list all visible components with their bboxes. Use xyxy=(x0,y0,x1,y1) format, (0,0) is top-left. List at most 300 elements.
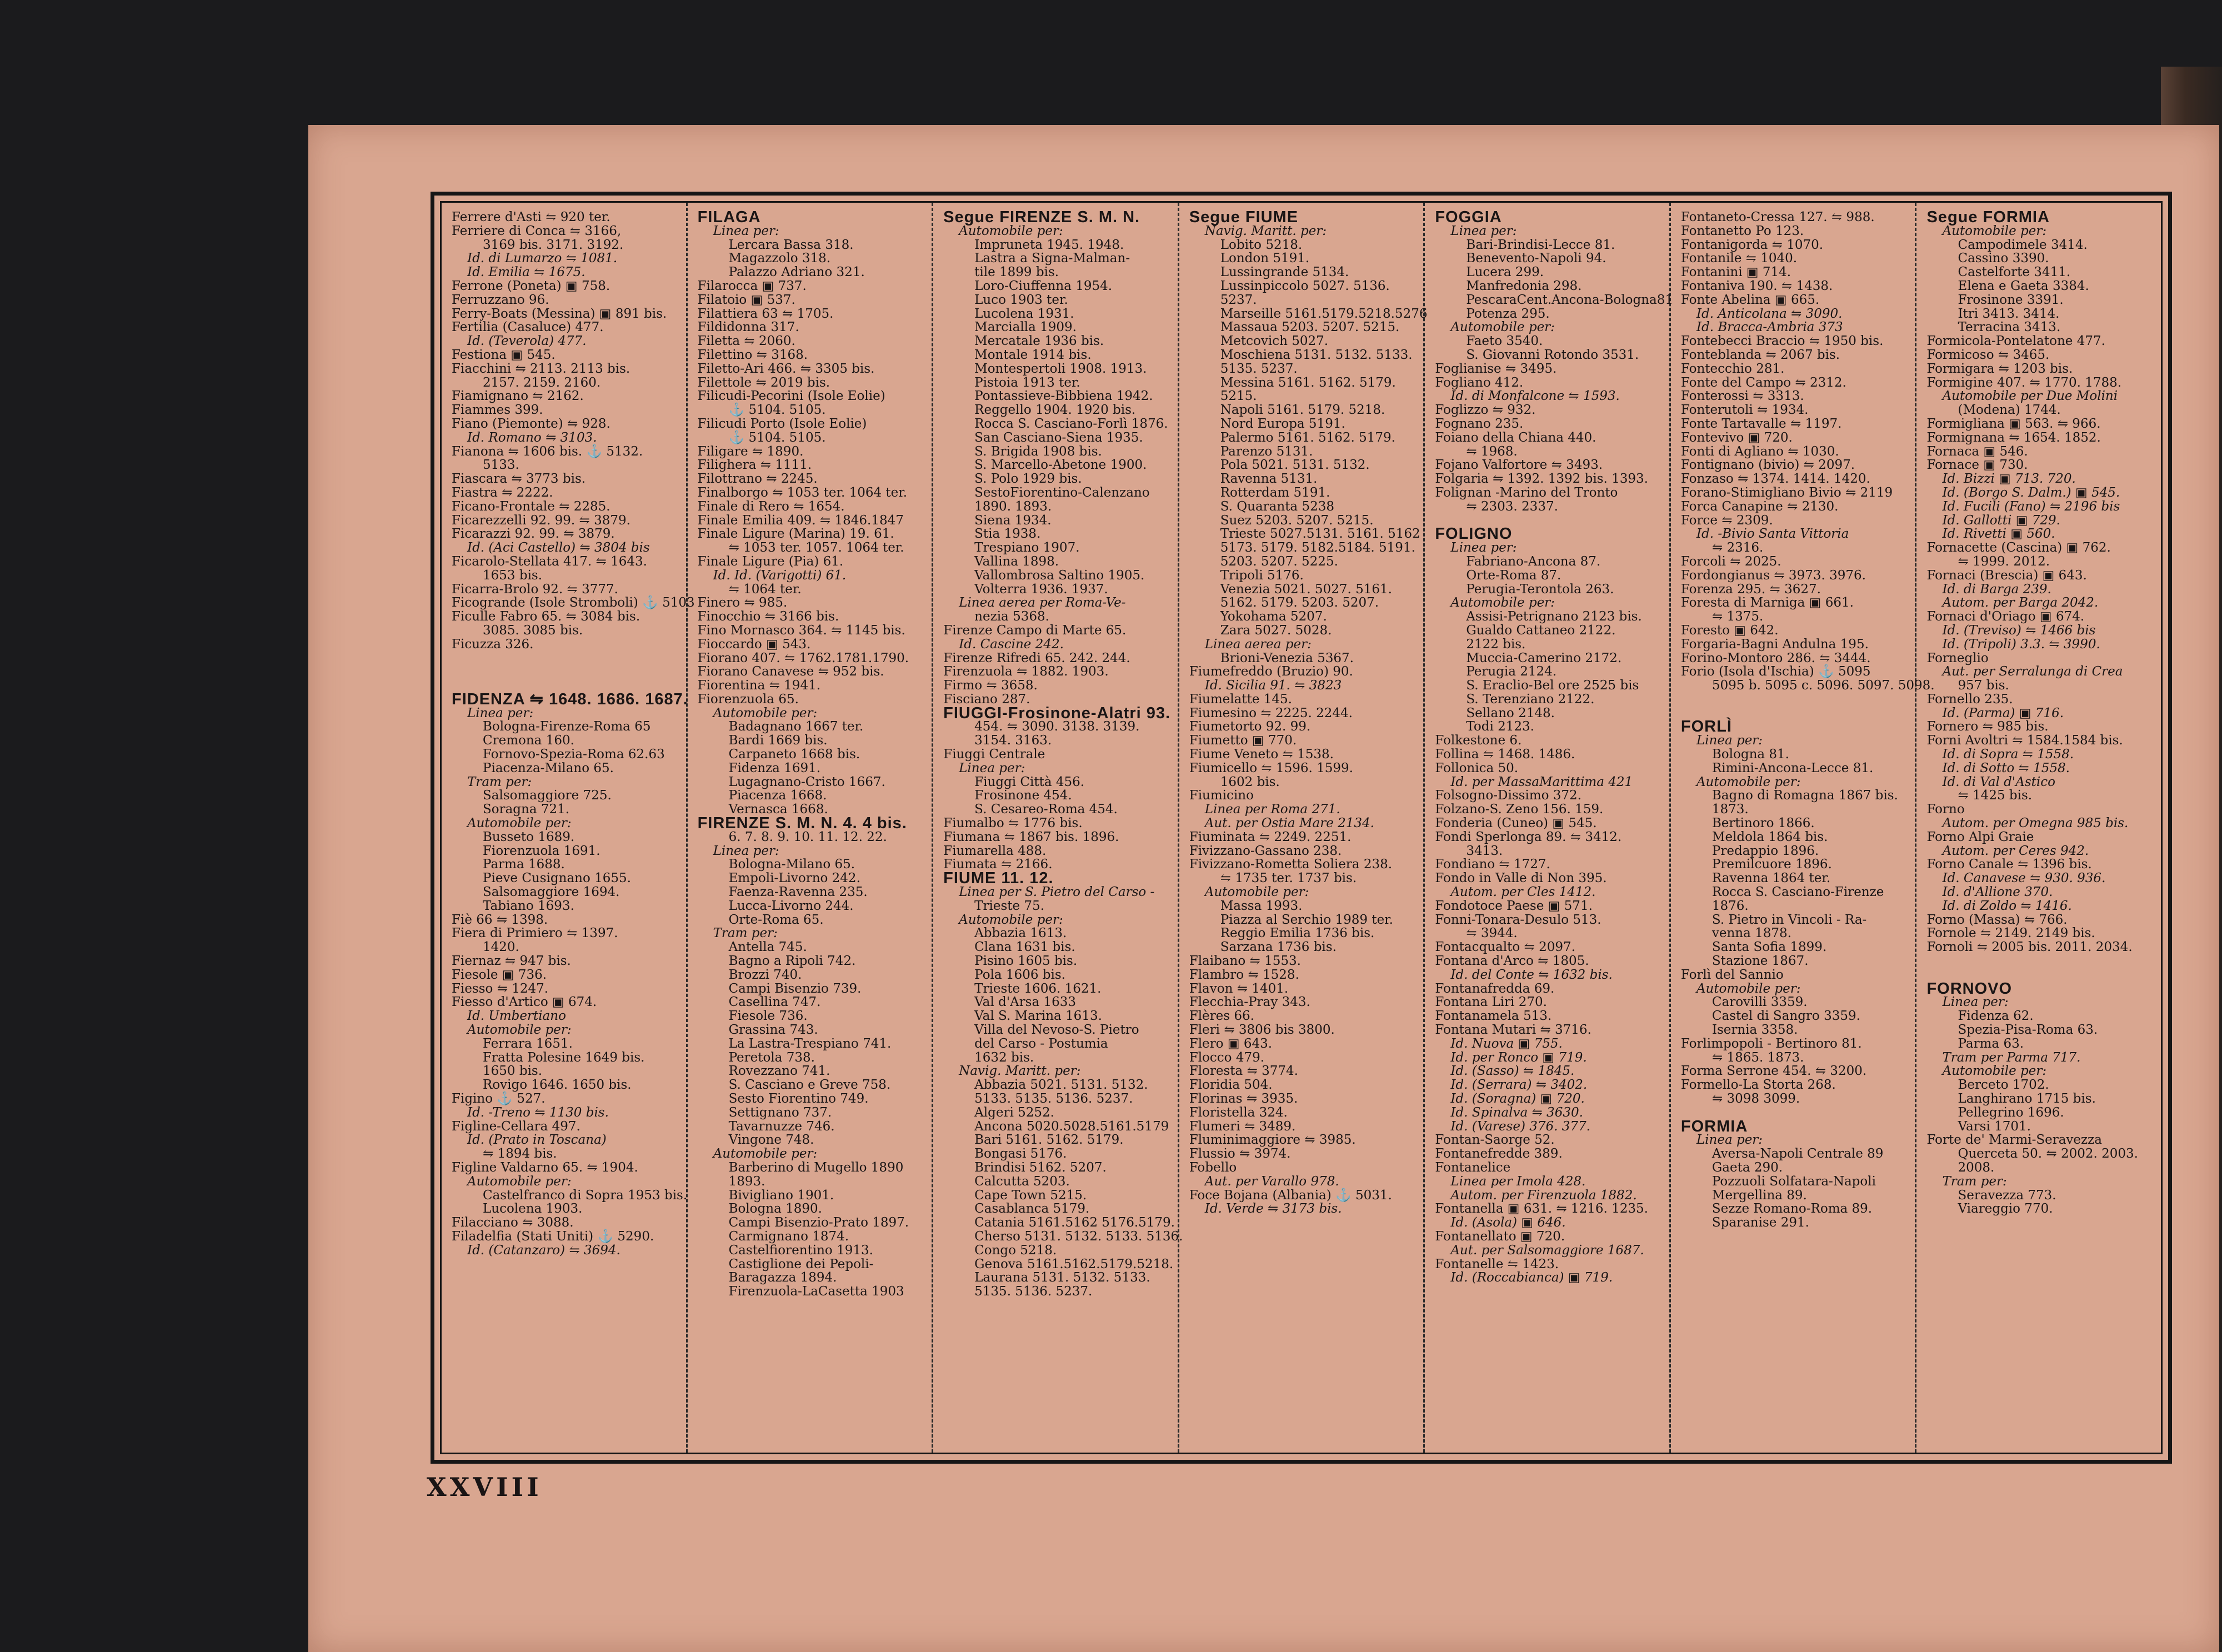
index-entry: Fonteblanda ⇋ 2067 bis. xyxy=(1680,347,1840,362)
index-entry: Suez 5203. 5207. 5215. xyxy=(1220,513,1374,528)
index-entry: Ferry-Boats (Messina) ▣ 891 bis. xyxy=(452,306,667,321)
index-entry: Fontevivo ▣ 720. xyxy=(1680,430,1793,445)
index-entry: Parma 1688. xyxy=(483,857,565,872)
index-entry: Querceta 50. ⇋ 2002. 2003. xyxy=(1958,1147,2138,1162)
index-entry: Aut. per Ostia Mare 2134. xyxy=(1204,816,1374,831)
index-entry: Berceto 1702. xyxy=(1958,1078,2049,1093)
index-entry: Fonte del Campo ⇋ 2312. xyxy=(1680,375,1846,390)
index-entry: Gaeta 290. xyxy=(1711,1160,1783,1175)
index-entry: 5095 b. 5095 c. 5096. 5097. 5098. xyxy=(1711,678,1935,693)
index-entry: Fildidonna 317. xyxy=(697,320,799,335)
index-entry: Isernia 3358. xyxy=(1711,1023,1798,1038)
index-entry: Yokohama 5207. xyxy=(1220,609,1327,624)
index-entry: Trieste 1606. 1621. xyxy=(974,981,1102,996)
index-entry: Firmo ⇋ 3658. xyxy=(943,678,1038,693)
spacer xyxy=(1926,954,2155,968)
index-entry: Mergellina 89. xyxy=(1711,1188,1807,1203)
index-entry: Trieste 75. xyxy=(974,898,1045,913)
index-entry: ⇋ 1968. xyxy=(1466,444,1518,459)
index-entry: Forlimpopoli - Bertinoro 81. xyxy=(1680,1036,1862,1051)
index-entry: Congo 5218. xyxy=(974,1243,1057,1258)
index-entry: Predappio 1896. xyxy=(1711,843,1819,858)
index-entry: Fiumarella 488. xyxy=(943,843,1047,858)
index-entry: Id. Rivetti ▣ 560. xyxy=(1942,527,2055,542)
index-entry: Moschiena 5131. 5132. 5133. xyxy=(1220,347,1413,362)
index-entry: Id. Emilia ⇋ 1675. xyxy=(467,265,585,280)
index-entry: Fonni-Tonara-Desulo 513. xyxy=(1435,912,1602,927)
index-entry: Carmignano 1874. xyxy=(728,1229,849,1244)
index-entry: Sparanise 291. xyxy=(1711,1215,1809,1230)
index-entry: Forte de' Marmi-Seravezza xyxy=(1926,1133,2102,1148)
index-entry: Manfredonia 298. xyxy=(1466,278,1582,293)
index-entry: Lobito 5218. xyxy=(1220,237,1303,252)
index-entry: 5173. 5179. 5182.5184. 5191. xyxy=(1220,540,1415,555)
index-entry: Automobile per: xyxy=(1450,595,1555,610)
index-entry: Rovezzano 741. xyxy=(728,1064,830,1079)
index-entry: Id. Anticolana ⇋ 3090. xyxy=(1696,306,1843,321)
index-entry: Fornaci d'Oriago ▣ 674. xyxy=(1926,609,2085,624)
index-entry: Venezia 5021. 5027. 5161. xyxy=(1220,582,1392,597)
index-columns xyxy=(440,201,2163,1454)
index-entry: Laurana 5131. 5132. 5133. xyxy=(974,1270,1150,1285)
index-entry: Bari-Brindisi-Lecce 81. xyxy=(1466,237,1615,252)
index-entry: Id. di Lumarzo ⇋ 1081. xyxy=(467,251,618,266)
index-entry: Massaua 5203. 5207. 5215. xyxy=(1220,320,1400,335)
index-entry: Finero ⇋ 985. xyxy=(697,595,788,610)
index-entry: Brioni-Venezia 5367. xyxy=(1220,650,1354,665)
index-entry: Fiesole 736. xyxy=(728,1009,808,1024)
index-entry: Id. (Catanzaro) ⇋ 3694. xyxy=(467,1243,620,1258)
index-entry: 1890. 1893. xyxy=(974,499,1052,514)
index-entry: ⇋ 1999. 2012. xyxy=(1958,554,2050,569)
index-entry: Finale Emilia 409. ⇋ 1846.1847 xyxy=(697,513,904,528)
index-entry: Fino Mornasco 364. ⇋ 1145 bis. xyxy=(697,623,905,638)
index-entry: Flecchia-Pray 343. xyxy=(1189,995,1310,1010)
index-entry: Fornovo-Spezia-Roma 62.63 xyxy=(483,747,665,762)
index-entry: Automobile per: xyxy=(1942,1064,2047,1079)
index-entry: Fontanelice xyxy=(1435,1160,1511,1175)
index-entry: Baragazza 1894. xyxy=(728,1270,837,1285)
index-entry: Fivizzano-Gassano 238. xyxy=(1189,843,1342,858)
index-entry: Parma 63. xyxy=(1958,1036,2024,1051)
index-entry: Santa Sofia 1899. xyxy=(1711,940,1827,955)
index-entry: 5135. 5136. 5237. xyxy=(974,1284,1093,1299)
index-entry: Filicudi Porto (Isole Eolie) xyxy=(697,416,867,431)
index-entry: ⚓ 5104. 5105. xyxy=(728,430,826,445)
index-entry: Finocchio ⇋ 3166 bis. xyxy=(697,609,839,624)
index-entry: Id. di Val d'Astico xyxy=(1942,774,2055,789)
spacer xyxy=(1681,693,1910,707)
index-entry: Metcovich 5027. xyxy=(1220,334,1329,349)
index-entry: Formigara ⇋ 1203 bis. xyxy=(1926,361,2073,376)
index-entry: Fonderia (Cuneo) ▣ 545. xyxy=(1435,816,1597,831)
index-entry: Fiorenzuola 65. xyxy=(697,692,799,707)
index-entry: Empoli-Livorno 242. xyxy=(728,871,860,886)
index-entry: Linea per: xyxy=(1696,1133,1763,1148)
index-entry: 3413. xyxy=(1466,843,1503,858)
index-entry: Castelforte 3411. xyxy=(1958,265,2071,280)
index-entry: Autom. per Cles 1412. xyxy=(1450,885,1596,900)
index-entry: Autom. per Omegna 985 bis. xyxy=(1942,816,2129,831)
index-entry: Fontecchio 281. xyxy=(1680,361,1785,376)
index-entry: Fonzaso ⇋ 1374. 1414. 1420. xyxy=(1680,472,1870,487)
index-entry: Forma Serrone 454. ⇋ 3200. xyxy=(1680,1064,1867,1079)
index-entry: Abbazia 1613. xyxy=(974,926,1067,941)
index-entry: Fiumetto ▣ 770. xyxy=(1189,733,1297,748)
index-column-4 xyxy=(1179,203,1428,1453)
index-entry: Id. Bizzi ▣ 713. 720. xyxy=(1942,472,2076,487)
index-entry: Formigliana ▣ 563. ⇋ 966. xyxy=(1926,416,2101,431)
index-entry: Flero ▣ 643. xyxy=(1189,1036,1273,1051)
index-entry: Palazzo Adriano 321. xyxy=(728,265,865,280)
index-entry: 5133. xyxy=(483,458,519,473)
index-entry: Vallina 1898. xyxy=(974,554,1059,569)
index-entry: Fiumelatte 145. xyxy=(1189,692,1292,707)
index-entry: Id. Romano ⇋ 3103. xyxy=(467,430,597,445)
index-entry: Folzano-S. Zeno 156. 159. xyxy=(1435,802,1604,817)
index-entry: Fondi Sperlonga 89. ⇋ 3412. xyxy=(1435,829,1622,844)
index-entry: Flavon ⇋ 1401. xyxy=(1189,981,1289,996)
index-entry: Festiona ▣ 545. xyxy=(452,347,556,362)
index-entry: Figline Valdarno 65. ⇋ 1904. xyxy=(452,1160,638,1175)
index-entry: Rocca S. Casciano-Forlì 1876. xyxy=(974,416,1168,431)
index-entry: Langhirano 1715 bis. xyxy=(1958,1092,2096,1106)
index-entry: PescaraCent.Ancona-Bologna81 xyxy=(1466,292,1673,307)
index-entry: Fonte Tartavalle ⇋ 1197. xyxy=(1680,416,1842,431)
index-entry: Id. (Teverola) 477. xyxy=(467,334,587,349)
index-entry: Fontanelle ⇋ 1423. xyxy=(1435,1256,1559,1271)
index-entry: Fivizzano-Rometta Soliera 238. xyxy=(1189,857,1393,872)
index-entry: 1602 bis. xyxy=(1220,774,1280,789)
index-entry: Val d'Arsa 1633 xyxy=(974,995,1077,1010)
index-entry: Benevento-Napoli 94. xyxy=(1466,251,1607,266)
index-entry: Fontacqualto ⇋ 2097. xyxy=(1435,940,1575,955)
index-entry: Fobello xyxy=(1189,1160,1237,1175)
index-entry: Bologna-Milano 65. xyxy=(728,857,855,872)
index-entry: Forneglio xyxy=(1926,650,1989,665)
index-entry: Fornaci (Brescia) ▣ 643. xyxy=(1926,568,2087,583)
index-entry: Loro-Ciuffenna 1954. xyxy=(974,278,1113,293)
index-entry: Castiglione dei Pepoli- xyxy=(728,1256,874,1271)
index-entry: Id. di Sopra ⇋ 1558. xyxy=(1942,747,2074,762)
index-entry: Id. (Serrara) ⇋ 3402. xyxy=(1450,1078,1588,1093)
section-heading: FOLIGNO xyxy=(1435,525,1513,543)
index-entry: Fiumata ⇋ 2166. xyxy=(943,857,1053,872)
index-entry: Fiorano Canavese ⇋ 952 bis. xyxy=(697,664,884,679)
index-entry: Calcutta 5203. xyxy=(974,1174,1070,1189)
index-entry: Firenzuola ⇋ 1882. 1903. xyxy=(943,664,1109,679)
index-entry: Floridia 504. xyxy=(1189,1078,1273,1093)
index-entry: Fornello 235. xyxy=(1926,692,2013,707)
index-entry: Seravezza 773. xyxy=(1958,1188,2056,1203)
index-entry: Parenzo 5131. xyxy=(1220,444,1313,459)
index-entry: Pisino 1605 bis. xyxy=(974,954,1078,969)
index-entry: Palermo 5161. 5162. 5179. xyxy=(1220,430,1395,445)
index-entry: Cassino 3390. xyxy=(1958,251,2049,266)
index-entry: Fontanigorda ⇋ 1070. xyxy=(1680,237,1824,252)
index-entry: Id. Id. (Varigotti) 61. xyxy=(713,568,847,583)
index-entry: Aut. per Salsomaggiore 1687. xyxy=(1450,1243,1644,1258)
index-entry: Perugia-Terontola 263. xyxy=(1466,582,1614,597)
index-entry: Automobile per: xyxy=(713,705,818,720)
index-entry: Reggio Emilia 1736 bis. xyxy=(1220,926,1375,941)
index-column-1 xyxy=(442,203,695,1453)
index-entry: Elena e Gaeta 3384. xyxy=(1958,278,2089,293)
index-entry: Id. (Treviso) ⇋ 1466 bis xyxy=(1942,623,2096,638)
index-entry: Follonica 50. xyxy=(1435,760,1519,775)
index-entry: Foresto ▣ 642. xyxy=(1680,623,1779,638)
index-entry: San Casciano-Siena 1935. xyxy=(974,430,1143,445)
index-entry: Fondo in Valle di Non 395. xyxy=(1435,871,1607,886)
section-heading: FILAGA xyxy=(697,208,761,226)
index-entry: Id. Nuova ▣ 755. xyxy=(1450,1036,1563,1051)
index-entry: Linea aerea per: xyxy=(1204,637,1312,652)
index-entry: Filicudi-Pecorini (Isole Eolie) xyxy=(697,389,885,404)
index-entry: Fiume Veneto ⇋ 1538. xyxy=(1189,747,1334,762)
index-entry: Perugia 2124. xyxy=(1466,664,1557,679)
index-entry: Navig. Maritt. per: xyxy=(959,1064,1081,1079)
index-entry: 1893. xyxy=(728,1174,765,1189)
index-entry: Fiorenzuola 1691. xyxy=(483,843,600,858)
index-entry: Id. (Prato in Toscana) xyxy=(467,1133,607,1148)
section-heading: Segue FORMIA xyxy=(1926,208,2050,226)
index-entry: Flères 66. xyxy=(1189,1009,1254,1024)
index-entry: Lucca-Livorno 244. xyxy=(728,898,854,913)
index-entry: Tram per: xyxy=(467,774,532,789)
index-entry: ⇋ 1375. xyxy=(1711,609,1764,624)
index-entry: Fontanella ▣ 631. ⇋ 1216. 1235. xyxy=(1435,1202,1648,1217)
index-entry: Automobile per: xyxy=(959,223,1063,238)
index-entry: Napoli 5161. 5179. 5218. xyxy=(1220,403,1385,418)
index-entry: Fiumesino ⇋ 2225. 2244. xyxy=(1189,705,1353,720)
index-entry: Finalborgo ⇋ 1053 ter. 1064 ter. xyxy=(697,485,908,500)
index-entry: Fornoli ⇋ 2005 bis. 2011. 2034. xyxy=(1926,940,2133,955)
index-column-7 xyxy=(1916,203,2161,1453)
index-entry: Fiamignano ⇋ 2162. xyxy=(452,389,584,404)
index-entry: 3085. 3085 bis. xyxy=(483,623,583,638)
index-entry: Sesto Fiorentino 749. xyxy=(728,1092,869,1106)
index-entry: Pieve Cusignano 1655. xyxy=(483,871,631,886)
spacer xyxy=(452,652,680,665)
index-entry: venna 1878. xyxy=(1711,926,1791,941)
index-entry: Ancona 5020.5028.5161.5179 xyxy=(974,1119,1169,1134)
index-entry: Fiernaz ⇋ 947 bis. xyxy=(452,954,571,969)
index-entry: ⚓ 5104. 5105. xyxy=(728,403,826,418)
index-entry: 5135. 5237. xyxy=(1220,361,1298,376)
index-entry: Castelfiorentino 1913. xyxy=(728,1243,873,1258)
index-entry: Premilcuore 1896. xyxy=(1711,857,1832,872)
index-entry: Filigare ⇋ 1890. xyxy=(697,444,804,459)
index-entry: tile 1899 bis. xyxy=(974,265,1059,280)
index-entry: Formello-La Storta 268. xyxy=(1680,1078,1836,1093)
index-entry: Autom. per Barga 2042. xyxy=(1942,595,2099,610)
index-entry: Aut. per Varallo 978. xyxy=(1204,1174,1339,1189)
index-entry: ⇋ 2316. xyxy=(1711,540,1764,555)
index-entry: Marseille 5161.5179.5218.5276 xyxy=(1220,306,1428,321)
index-entry: Massa 1993. xyxy=(1220,898,1303,913)
index-column-2 xyxy=(688,203,934,1453)
index-entry: Automobile per: xyxy=(1204,885,1309,900)
index-entry: Viareggio 770. xyxy=(1958,1202,2053,1217)
index-entry: Flumeri ⇋ 3489. xyxy=(1189,1119,1296,1134)
index-entry: 5203. 5207. 5225. xyxy=(1220,554,1338,569)
index-entry: Id. per Ronco ▣ 719. xyxy=(1450,1050,1587,1065)
index-entry: Filottrano ⇋ 2245. xyxy=(697,472,818,487)
index-entry: Montespertoli 1908. 1913. xyxy=(974,361,1147,376)
index-entry: Sarzana 1736 bis. xyxy=(1220,940,1337,955)
index-entry: Linea per: xyxy=(1450,540,1517,555)
index-entry: Lastra a Signa-Malman- xyxy=(974,251,1130,266)
index-entry: Flambro ⇋ 1528. xyxy=(1189,967,1299,982)
index-entry: Foresta di Marniga ▣ 661. xyxy=(1680,595,1854,610)
index-entry: Muccia-Camerino 2172. xyxy=(1466,650,1622,665)
index-entry: Assisi-Petrignano 2123 bis. xyxy=(1466,609,1642,624)
section-heading: FORNOVO xyxy=(1926,979,2013,998)
index-entry: Automobile per Due Molini xyxy=(1942,389,2118,404)
index-entry: Filarocca ▣ 737. xyxy=(697,278,807,293)
index-entry: Firenze Campo di Marte 65. xyxy=(943,623,1127,638)
index-entry: Ficano-Frontale ⇋ 2285. xyxy=(452,499,610,514)
index-entry: Itri 3413. 3414. xyxy=(1958,306,2060,321)
index-entry: Filadelfia (Stati Uniti) ⚓ 5290. xyxy=(452,1229,654,1244)
index-entry: 2008. xyxy=(1958,1160,1995,1175)
index-entry: Fornaca ▣ 546. xyxy=(1926,444,2028,459)
index-entry: Catania 5161.5162 5176.5179. xyxy=(974,1215,1175,1230)
index-entry: Folgaria ⇋ 1392. 1392 bis. 1393. xyxy=(1435,472,1648,487)
index-entry: Fiumicello ⇋ 1596. 1599. xyxy=(1189,760,1353,775)
index-entry: Fornole ⇋ 2149. 2149 bis. xyxy=(1926,926,2095,941)
index-entry: Forino-Montoro 286. ⇋ 3444. xyxy=(1680,650,1871,665)
index-entry: Automobile per: xyxy=(959,912,1063,927)
index-entry: Tabiano 1693. xyxy=(483,898,574,913)
index-entry: Terracina 3413. xyxy=(1958,320,2061,335)
index-entry: Fonterossi ⇋ 3313. xyxy=(1680,389,1804,404)
index-entry: Zara 5027. 5028. xyxy=(1220,623,1332,638)
index-entry: 1873. xyxy=(1711,802,1749,817)
index-entry: Fiera di Primiero ⇋ 1397. xyxy=(452,926,618,941)
index-entry: Linea per: xyxy=(467,705,534,720)
index-entry: Siena 1934. xyxy=(974,513,1052,528)
index-entry: Id. Sicilia 91. ⇋ 3823 xyxy=(1204,678,1342,693)
page-number: XXVIII xyxy=(427,1472,542,1502)
index-column-3 xyxy=(933,203,1183,1453)
index-entry: Fiuminata ⇋ 2249. 2251. xyxy=(1189,829,1352,844)
index-entry: Autom. per Ceres 942. xyxy=(1942,843,2089,858)
index-entry: Fiumefreddo (Bruzio) 90. xyxy=(1189,664,1353,679)
index-entry: Id. -Bivio Santa Vittoria xyxy=(1696,527,1849,542)
index-entry: Ficarra-Brolo 92. ⇋ 3777. xyxy=(452,582,618,597)
index-entry: Automobile per: xyxy=(1942,223,2047,238)
index-entry: Fontaneto-Cressa 127. ⇋ 988. xyxy=(1680,210,1875,224)
index-entry: Id. Spinalva ⇋ 3630. xyxy=(1450,1105,1583,1120)
index-entry: Tram per: xyxy=(1942,1174,2007,1189)
index-entry: Aut. per Serralunga di Crea xyxy=(1942,664,2123,679)
index-entry: Flussio ⇋ 3974. xyxy=(1189,1147,1291,1162)
index-entry: Fontan-Saorge 52. xyxy=(1435,1133,1555,1148)
index-entry: Floresta ⇋ 3774. xyxy=(1189,1064,1298,1079)
section-heading: FIUME 11. 12. xyxy=(943,869,1054,888)
index-entry: 1650 bis. xyxy=(483,1064,543,1079)
index-entry: 5162. 5179. 5203. 5207. xyxy=(1220,595,1379,610)
index-entry: ⇋ 1894 bis. xyxy=(483,1147,557,1162)
index-column-5 xyxy=(1425,203,1671,1453)
index-entry: S. Polo 1929 bis. xyxy=(974,472,1082,487)
index-entry: Formicola-Pontelatone 477. xyxy=(1926,334,2105,349)
index-entry: Fordongianus ⇋ 3973. 3976. xyxy=(1680,568,1866,583)
index-entry: Salsomaggiore 725. xyxy=(483,788,612,803)
index-entry: Pistoia 1913 ter. xyxy=(974,375,1080,390)
index-entry: Tavarnuzze 746. xyxy=(728,1119,835,1134)
index-entry: Piacenza-Milano 65. xyxy=(483,760,614,775)
index-entry: Filetta ⇋ 2060. xyxy=(697,334,795,349)
index-entry: Formigine 407. ⇋ 1770. 1788. xyxy=(1926,375,2122,390)
index-entry: Id. -Treno ⇋ 1130 bis. xyxy=(467,1105,609,1120)
index-entry: SestoFiorentino-Calenzano xyxy=(974,485,1150,500)
index-entry: Filattiera 63 ⇋ 1705. xyxy=(697,306,834,321)
index-entry: Bardi 1669 bis. xyxy=(728,733,828,748)
index-entry: Faenza-Ravenna 235. xyxy=(728,885,868,900)
index-entry: Potenza 295. xyxy=(1466,306,1550,321)
index-entry: Fidenza 1691. xyxy=(728,760,821,775)
index-entry: Fornace ▣ 730. xyxy=(1926,458,2028,473)
index-entry: 2122 bis. xyxy=(1466,637,1526,652)
index-table-frame xyxy=(431,192,2172,1464)
index-entry: Bongasi 5176. xyxy=(974,1147,1067,1162)
index-entry: 1632 bis. xyxy=(974,1050,1034,1065)
index-entry: Stia 1938. xyxy=(974,527,1041,542)
index-entry: Campi Bisenzio 739. xyxy=(728,981,862,996)
section-heading: FOGGIA xyxy=(1435,208,1502,226)
index-entry: Settignano 737. xyxy=(728,1105,832,1120)
index-entry: Salsomaggiore 1694. xyxy=(483,885,620,900)
index-entry: S. Giovanni Rotondo 3531. xyxy=(1466,347,1639,362)
index-entry: Piacenza 1668. xyxy=(728,788,827,803)
index-entry: Flocco 479. xyxy=(1189,1050,1265,1065)
index-entry: Follina ⇋ 1468. 1486. xyxy=(1435,747,1575,762)
index-entry: Fidenza 62. xyxy=(1958,1009,2034,1024)
index-entry: S. Cesareo-Roma 454. xyxy=(974,802,1118,817)
index-entry: Rotterdam 5191. xyxy=(1220,485,1330,500)
index-entry: S. Brigida 1908 bis. xyxy=(974,444,1102,459)
index-entry: Spezia-Pisa-Roma 63. xyxy=(1958,1023,2098,1038)
index-entry: Id. Gallotti ▣ 729. xyxy=(1942,513,2060,528)
index-entry: Forio (Isola d'Ischia) ⚓ 5095 xyxy=(1680,664,1871,679)
index-entry: Forno Canale ⇋ 1396 bis. xyxy=(1926,857,2092,872)
index-entry: Casablanca 5179. xyxy=(974,1202,1090,1217)
index-entry: Clana 1631 bis. xyxy=(974,940,1075,955)
section-heading: Segue FIRENZE S. M. N. xyxy=(943,208,1140,226)
index-entry: Formignana ⇋ 1654. 1852. xyxy=(1926,430,2101,445)
index-entry: Campi Bisenzio-Prato 1897. xyxy=(728,1215,909,1230)
index-entry: Genova 5161.5162.5179.5218. xyxy=(974,1256,1174,1271)
index-entry: Fiumetorto 92. 99. xyxy=(1189,719,1311,734)
index-entry: Rovigo 1646. 1650 bis. xyxy=(483,1078,632,1093)
index-entry: Fontana Mutari ⇋ 3716. xyxy=(1435,1023,1592,1038)
index-entry: Abbazia 5021. 5131. 5132. xyxy=(974,1078,1148,1093)
index-entry: Folkestone 6. xyxy=(1435,733,1522,748)
index-entry: Lucolena 1903. xyxy=(483,1202,583,1217)
index-entry: Fontaniva 190. ⇋ 1438. xyxy=(1680,278,1833,293)
index-entry: Ferrone (Poneta) ▣ 758. xyxy=(452,278,610,293)
index-entry: Fertilia (Casaluce) 477. xyxy=(452,320,604,335)
index-entry: Fiesole ▣ 736. xyxy=(452,967,547,982)
index-entry: Pola 5021. 5131. 5132. xyxy=(1220,458,1370,473)
index-entry: Trespiano 1907. xyxy=(974,540,1080,555)
index-entry: Fontanetto Po 123. xyxy=(1680,223,1804,238)
index-entry: 5215. xyxy=(1220,389,1257,404)
index-entry: Fognano 235. xyxy=(1435,416,1524,431)
index-entry: Fiesso ⇋ 1247. xyxy=(452,981,549,996)
